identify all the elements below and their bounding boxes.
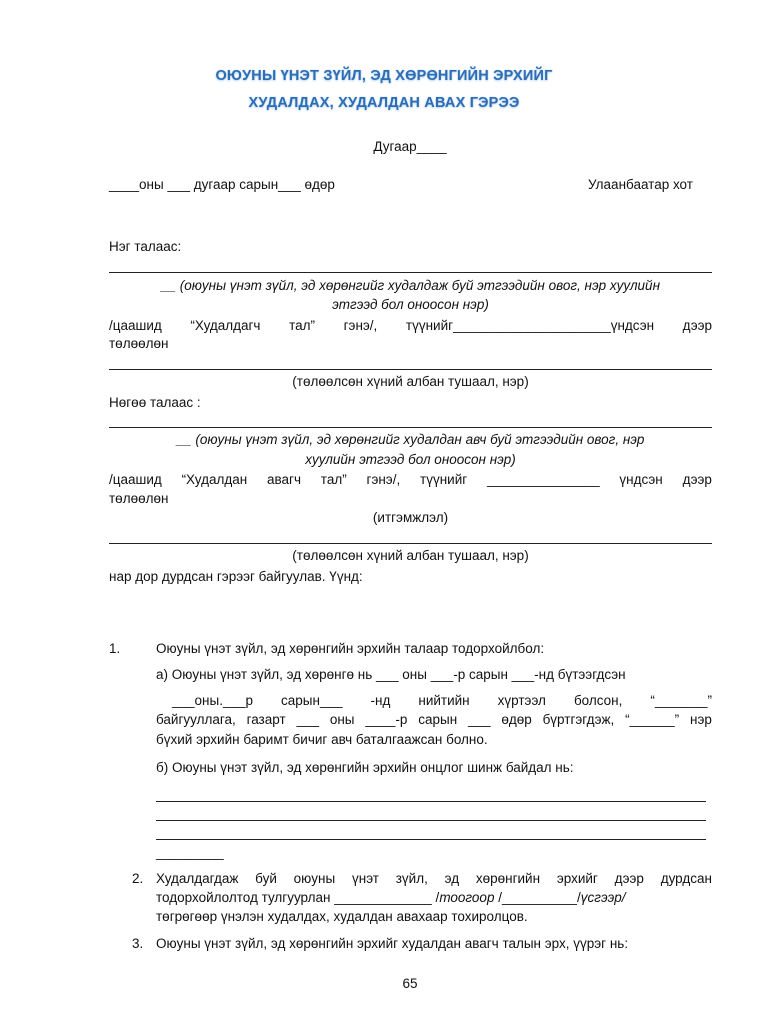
party2-position-note: (төлөөлсөн хүний албан тушаал, нэр): [292, 548, 529, 563]
party1-position-note: (төлөөлсөн хүний албан тушаал, нэр): [292, 374, 529, 389]
item3-text: Оюуны үнэт зүйл, эд хөрөнгийн эрхийг худалдан авагч талын эрх, үүрэг нь:: [156, 936, 629, 951]
concluded-text: нар дор дурдсан гэрээг байгуулав. Үүнд:: [109, 569, 363, 584]
contract-number: Дугаар____: [373, 139, 447, 154]
item1-a-line3: байгууллага, газарт ___ оны ____-р сарын ___ өдөр бүртгэгдэж, “______” нэр: [156, 712, 712, 727]
item1-b-blank-line2: [156, 820, 706, 821]
item1-text: Оюуны үнэт зүйл, эд хөрөнгийн эрхийн талаар тодорхойлбол:: [156, 641, 545, 656]
party2-note-line2: хуулийн этгээд бол оноосон нэр): [305, 452, 516, 467]
party2-trust-note: (итгэмжлэл): [372, 510, 449, 525]
item2-line3: төгрөгөөр үнэлэн худалдах, худалдан авахаар тохиролцов.: [156, 909, 528, 924]
item2-line2: тодорхойлолтод тулгуурлан _____________ /тоогоор /__________/үсгээр/: [156, 890, 626, 905]
item1-b-line: б) Оюуны үнэт зүйл, эд хөрөнгийн эрхийн онцлог шинж байдал нь:: [156, 760, 574, 775]
page-number: 65: [402, 976, 418, 991]
party1-clause: /цаашид “Худалдагч тал” гэнэ/, түүнийг_____________________үндсэн дээр: [109, 318, 712, 333]
item1-a-line4: бүхий эрхийн баримт бичиг авч баталгаажсан болно.: [156, 732, 488, 747]
party2-name-line: [109, 427, 712, 428]
item3-number: 3.: [132, 936, 144, 951]
item1-a-line1: а) Оюуны үнэт зүйл, эд хөрөнгө нь ___ оны ___-р сарын ___-нд бүтээгдсэн: [156, 667, 626, 682]
party1-represent: төлөөлөн: [109, 336, 169, 351]
contract-title-line2: ХУДАЛДАХ, ХУДАЛДАН АВАХ ГЭРЭЭ: [248, 95, 520, 111]
party1-intro: Нэг талаас:: [109, 239, 182, 254]
party2-representative-line: [109, 543, 712, 544]
item1-b-blank-line1: [156, 801, 706, 802]
item1-a-line2: ___оны.___р сарын___ -нд нийтийн хүртээл болсон, “_______”: [172, 693, 712, 708]
party2-represent: төлөөлөн: [109, 491, 169, 506]
party1-note-line2: этгээд бол оноосон нэр): [332, 297, 489, 312]
city-name: Улаанбаатар хот: [588, 177, 693, 192]
contract-title-line1: ОЮУНЫ ҮНЭТ ЗҮЙЛ, ЭД ХӨРӨНГИЙН ЭРХИЙГ: [215, 68, 553, 84]
party1-note-line1: __ (оюуны үнэт зүйл, эд хөрөнгийг худалдаж буй этгээдийн овог, нэр хуулийн: [160, 278, 660, 293]
date-line: ____оны ___ дугаар сарын___ өдөр: [109, 177, 335, 192]
party2-intro: Нөгөө талаас :: [109, 395, 201, 410]
item1-number: 1.: [109, 641, 121, 656]
party1-name-line: [109, 272, 712, 273]
item1-b-tail: _________: [156, 845, 224, 860]
item1-b-blank-line3: [156, 839, 706, 840]
party2-clause: /цаашид “Худалдан авагч тал” гэнэ/, түүнийг _______________ үндсэн дээр: [109, 472, 712, 487]
party2-note-line1: __ (оюуны үнэт зүйл, эд хөрөнгийг худалдан авч буй этгээдийн овог, нэр: [176, 432, 645, 447]
party1-representative-line: [109, 369, 712, 370]
item2-line1: Худалдагдаж буй оюуны үнэт зүйл, эд хөрөнгийн эрхийг дээр дурдсан: [156, 871, 712, 886]
item2-number: 2.: [132, 871, 144, 886]
